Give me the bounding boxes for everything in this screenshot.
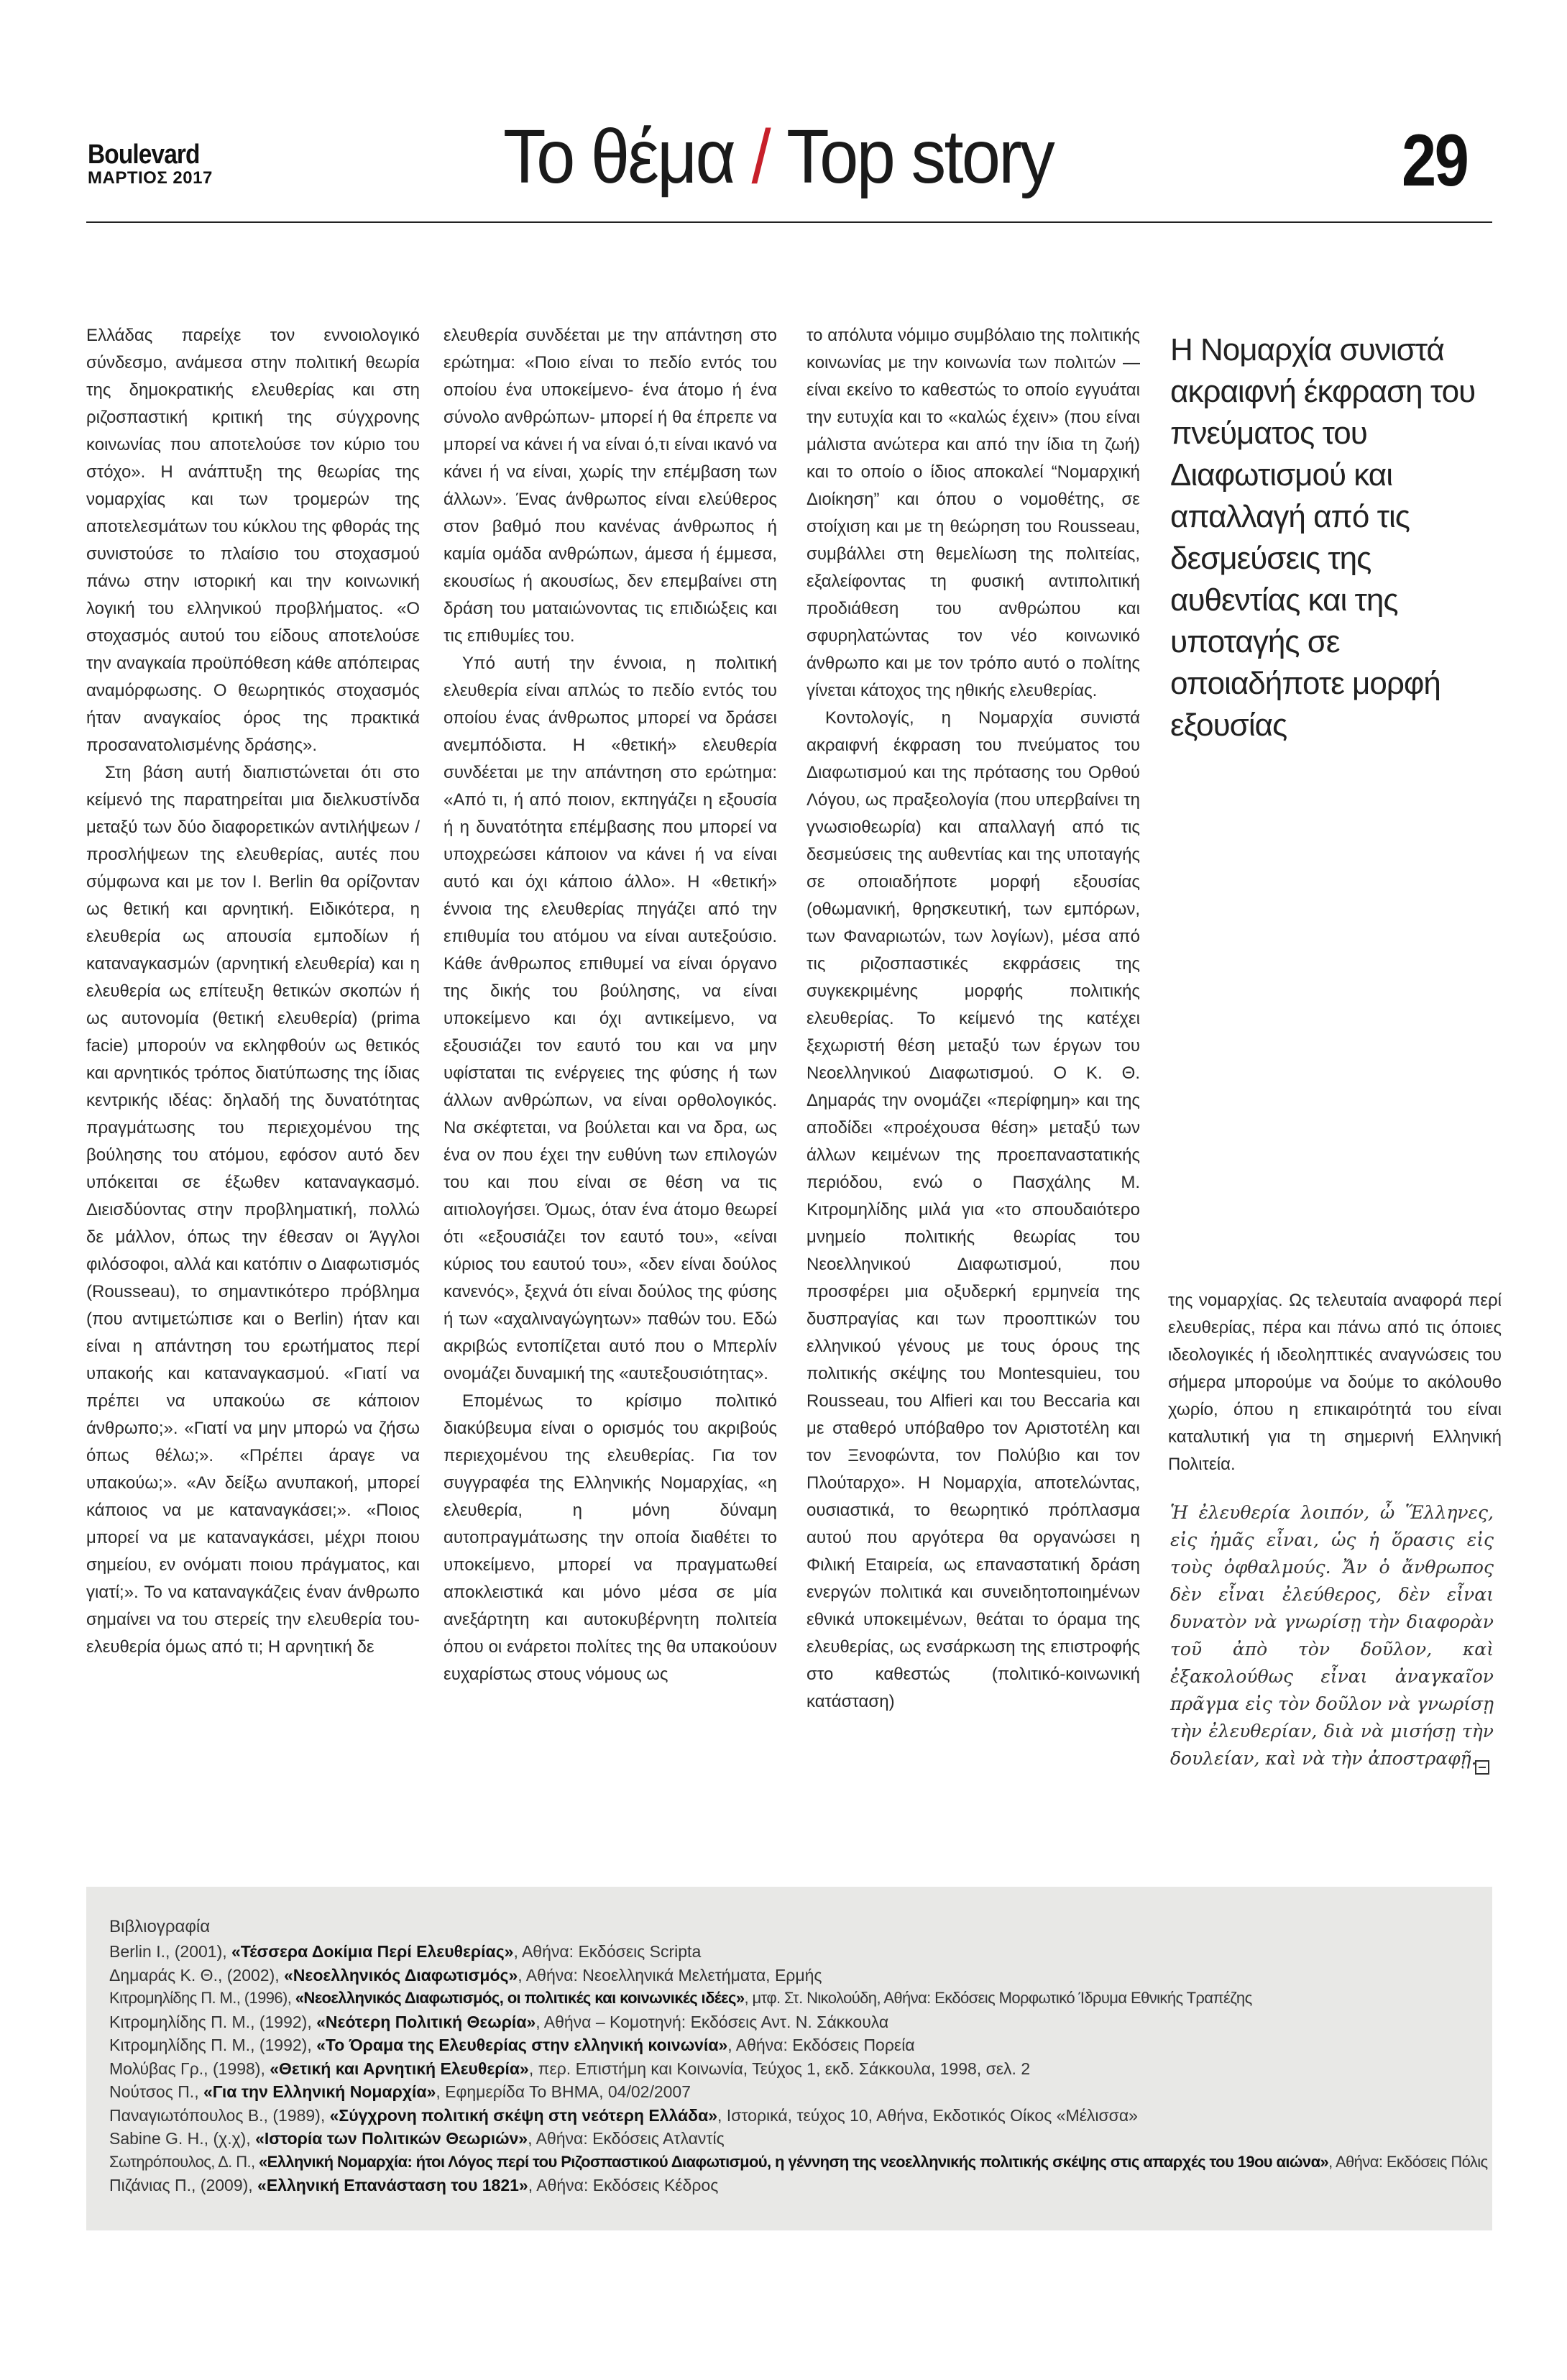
entry-author: Πιζάνιας Π., (2009), xyxy=(109,2176,258,2194)
entry-title: «Ιστορία των Πολιτικών Θεωριών» xyxy=(255,2129,528,2148)
entry-title: «Ελληνική Επανάσταση του 1821» xyxy=(257,2176,528,2194)
masthead xyxy=(88,141,215,188)
header-divider xyxy=(86,221,1492,223)
entry-author: Δημαράς Κ. Θ., (2002), xyxy=(109,1965,285,1985)
section-title xyxy=(503,114,1053,200)
paragraph: Υπό αυτή την έννοια, η πολιτική ελευθερία είναι απλώς το πεδίο εντός του οποίου ένας άνθρωπος μπορεί να δράσει ανεμπόδιστα. Η «θετική» ελευθερία συνδέεται με την απάντηση στο ερώτημα: «Από τι, ή από ποιον, εκπηγάζει η εξουσία ή η δυνατότητα επέμβασης που μπορεί να υποχρεώσει κάποιον να κάνει ή να είναι αυτό και όχι κάποιο άλλο». Η «θετική» έννοια της ελευθερίας πηγάζει από την επιθυμία του ατόμου να είναι αυτεξούσιο. Κάθε άνθρωπος επιθυμεί να είναι όργανο της δικής του βούλησης, να είναι υποκείμενο και όχι αντικείμενο, να εξουσιάζει τον εαυτό του και να μην υφίσταται τις ενέργειες της φύσης ή των άλλων ανθρώπων, να είναι ορθολογικός. Να σκέφτεται, να βούλεται και να δρα, ως ένα ον που έχει την ευθύνη των επιλογών του και που είναι σε θέση να τις αιτιολογήσει. Όμως, όταν ένα άτομο θεωρεί ότι «εξουσιάζει τον εαυτό του», «είναι κύριος του εαυτού του», «δεν είναι δούλος κανενός», ξεχνά ότι είναι δούλος της φύσης ή των «αχαλιναγώγητων» παθών του. Εδώ ακριβώς εντοπίζεται αυτό που ο Μπερλίν ονομάζει δυναμική της «αυτεξουσιότητας». xyxy=(444,654,777,1383)
bibliography-entry xyxy=(109,1940,1469,1964)
end-of-article-icon xyxy=(1475,1760,1489,1775)
entry-publisher: , Αθήνα: Νεοελληνικά Μελετήματα, Ερμής xyxy=(518,1965,822,1985)
section-separator: / xyxy=(751,114,769,199)
entry-author: Sabine G. H., (χ.χ), xyxy=(109,2129,256,2148)
paragraph: Επομένως το κρίσιμο πολιτικό διακύβευμα είναι ο ορισμός του ακριβούς περιεχομένου της ελευθερίας. Για τον συγγραφέα της Ελληνικής Νομαρχίας, «η ελευθερία, η μόνη δύναμη αυτοπραγμάτωσης την οποία διαθέτει το υποκείμενο, μπορεί να πραγματωθεί αποκλειστικά και μόνο μέσα σε μία ανεξάρτητη και αυτοκυβέρνητη πολιτεία όπου οι ενάρετοι πολίτες της θα υπακούουν ευχαρίστως στους νόμους ως xyxy=(444,1391,777,1684)
bibliography-box xyxy=(86,1887,1492,2230)
paragraph: Ελλάδας παρείχε τον εννοιολογικό σύνδεσμο, ανάμεσα στην πολιτική θεωρία της δημοκρατικής ελευθερίας και στη ριζοσπαστική κριτική της σύγχρονης κοινωνίας που αποτελούσε τον κύριο του στόχο». Η ανάπτυξη της θεωρίας της νομαρχίας και των τρομερών της αποτελεσμάτων του κύκλου της φθοράς της συνιστούσε το πλαίσιο του στοχασμού πάνω στην ιστορική και την κοινωνική λογική του ελληνικού προβλήματος. «Ο στοχασμός αυτού του είδους αποτελούσε την αναγκαία προϋπόθεση κάθε απόπειρας αναμόρφωσης. Ο θεωρητικός στοχασμός ήταν αναγκαίος όρος της πρακτικά προσανατολισμένης δράσης». xyxy=(86,326,420,755)
entry-author: Νούτσος Π., xyxy=(109,2082,203,2101)
bibliography-entry xyxy=(109,2057,1469,2081)
entry-publisher: , Αθήνα: Εκδόσεις Scripta xyxy=(513,1942,702,1961)
entry-publisher: , περ. Επιστήμη και Κοινωνία, Τεύχος 1, εκδ. Σάκκουλα, 1998, σελ. 2 xyxy=(528,2059,1031,2078)
issue-date: ΜΑΡΤΙΟΣ 2017 xyxy=(88,168,213,188)
article-column-2 xyxy=(444,322,777,1688)
bibliography-entry xyxy=(109,2104,1469,2128)
bibliography-entry xyxy=(109,2033,1469,2057)
paragraph: Κοντολογίς, η Νομαρχία συνιστά ακραιφνή έκφραση του πνεύματος του Διαφωτισμού και της πρότασης του Ορθού Λόγου, ως πραξεολογία (που υπερβαίνει τη γνωσιοθεωρία) και απαλλαγή από τις δεσμεύσεις της αυθεντίας και της υποταγής σε οποιαδήποτε μορφή εξουσίας (οθωμανική, θρησκευτική, των εμπόρων, των Φαναριωτών, των λογίων), μέσα από τις ριζοσπαστικές εκφράσεις της συγκεκριμένης μορφής πολιτικής ελευθερίας. Το κείμενό της κατέχει ξεχωριστή θέση μεταξύ των έργων του Νεοελληνικού Διαφωτισμού. Ο Κ. Θ. Δημαράς την ονομάζει «περίφημη» και της αποδίδει «προέχουσα θέση» μεταξύ των άλλων κειμένων της προεπαναστατικής περιόδου, ενώ ο Πασχάλης Μ. Κιτρομηλίδης μιλά για «το σπουδαιότερο μνημείο πολιτικής θεωρίας του Νεοελληνικού Διαφωτισμού, που προσφέρει μια οξυδερκή ερμηνεία της δυσπραγίας και των προοπτικών του ελληνικού γένους με τους όρους της πολιτικής σκέψης του Montesquieu, του Rousseau, του Alfieri και του Beccaria και με σταθερό υπόβαθρο τον Αριστοτέλη και τον Ξενοφώντα, τον Πολύβιο και τον Πλούταρχο». Η Νομαρχία, αποτελώντας, ουσιαστικά, το θεωρητικό πρόπλασμα αυτού που αργότερα θα οργανώσει η Φιλική Εταιρεία, ως επαναστατική δράση ενεργών πολιτικά και συνειδητοποιημένων εθνικά υποκειμένων, θεάται το όραμα της ελευθερίας, ως ενσάρκωση της επιστροφής στο καθεστώς (πολιτικό-κοινωνική κατάσταση) xyxy=(807,708,1140,1711)
brand-logo: Boulevard xyxy=(88,139,200,170)
historical-quote: Ἡ ἐλευθερία λοιπόν, ὦ Ἕλληνες, εἰς ἡμᾶς εἶναι, ὡς ἡ ὅρασις εἰς τοὺς ὀφθαλμούς. Ἄν ὁ ἄνθρωπος δὲν εἶναι ἐλεύθερος, δὲν εἶναι δυνατὸν νὰ γνωρίσῃ τὴν διαφορὰν τοῦ ἀπὸ τὸν δοῦλον, καὶ ἐξακολούθως εἶναι ἀναγκαῖον πρᾶγμα εἰς τὸν δοῦλον νὰ γνωρίσῃ τὴν ἐλευθερίαν, διὰ νὰ μισήσῃ τὴν δουλείαν, καὶ νὰ τὴν ἀποστραφῇ. xyxy=(1170,1502,1494,1769)
entry-author: Μολύβας Γρ., (1998), xyxy=(109,2059,270,2078)
paragraph: της νομαρχίας. Ως τελευταία αναφορά περί ελευθερίας, πέρα και πάνω από τις όποιες ιδεολογικές ή ιδεοληπτικές αναγνώσεις του σήμερα μπορούμε να δούμε το ακόλουθο χωρίο, όπου η επικαιρότητά του είναι καταλυτική για τη σημερινή Ελληνική Πολιτεία. xyxy=(1168,1291,1502,1474)
entry-title: «Για την Ελληνική Νομαρχία» xyxy=(203,2082,436,2101)
bibliography-entry xyxy=(109,2080,1469,2104)
article-column-4 xyxy=(1168,1287,1502,1478)
entry-title: «Ελληνική Νομαρχία: ήτοι Λόγος περί του Ριζοσπαστικού Διαφωτισμού, η γέννηση της νεοελληνικής πολιτικής σκέψης στις απαρχές του 19ου αιώνα» xyxy=(259,2152,1329,2171)
bibliography-entry xyxy=(109,2127,1469,2151)
entry-title: «Νεότερη Πολιτική Θεωρία» xyxy=(316,2012,536,2031)
bibliography-entry xyxy=(109,2151,1488,2174)
entry-publisher: , μτφ. Στ. Νικολούδη, Αθήνα: Εκδόσεις Μορφωτικό Ίδρυμα Εθνικής Τραπέζης xyxy=(744,1989,1252,2007)
entry-title: «Τέσσερα Δοκίμια Περί Ελευθερίας» xyxy=(231,1942,514,1961)
page-number: 29 xyxy=(1402,119,1468,201)
entry-author: Σωτηρόπουλος, Δ. Π., xyxy=(109,2152,259,2171)
entry-publisher: , Αθήνα: Εκδόσεις Ατλαντίς xyxy=(528,2129,725,2148)
entry-publisher: , Αθήνα – Κομοτηνή: Εκδόσεις Αντ. Ν. Σάκκουλα xyxy=(536,2012,889,2031)
page-header xyxy=(0,0,1567,230)
entry-publisher: , Εφημερίδα Το ΒΗΜΑ, 04/02/2007 xyxy=(436,2082,691,2101)
entry-publisher: , Αθήνα: Εκδόσεις Πορεία xyxy=(727,2036,915,2054)
bibliography-entry xyxy=(109,1964,1469,1987)
pull-quote: Η Νομαρχία συνιστά ακραιφνή έκφραση του πνεύματος του Διαφωτισμού και απαλλαγή από τις δεσμεύσεις της αυθεντίας και της υποταγής σε οποιαδήποτε μορφή εξουσίας xyxy=(1170,332,1476,743)
bibliography-entry xyxy=(109,2174,1469,2197)
entry-author: Κιτρομηλίδης Π. Μ., (1992), xyxy=(109,2012,317,2031)
entry-title: «Σύγχρονη πολιτική σκέψη στη νεότερη Ελλάδα» xyxy=(329,2105,718,2125)
entry-author: Κιτρομηλίδης Π. Μ., (1992), xyxy=(109,2036,317,2054)
paragraph: ελευθερία συνδέεται με την απάντηση στο ερώτημα: «Ποιο είναι το πεδίο εντός του οποίου ένα υποκείμενο- ένα άτομο ή ένα σύνολο ανθρώπων- μπορεί ή θα έπρεπε να μπορεί να κάνει ή να είναι ό,τι είναι ικανό να κάνει ή να είναι, χωρίς την επέμβαση των άλλων». Ένας άνθρωπος είναι ελεύθερος στον βαθμό που κανένας άνθρωπος ή καμία ομάδα ανθρώπων, άμεσα ή έμμεσα, εκουσίως ή ακουσίως, δεν επεμβαίνει στη δράση του ματαιώνοντας τις επιδιώξεις και τις επιθυμίες του. xyxy=(444,326,777,646)
article-column-3 xyxy=(807,322,1140,1716)
article-column-1 xyxy=(86,322,420,1661)
entry-title: «Νεοελληνικός Διαφωτισμός, οι πολιτικές και κοινωνικές ιδέες» xyxy=(295,1989,745,2007)
section-title-greek: Το θέμα xyxy=(503,114,735,199)
entry-title: «Νεοελληνικός Διαφωτισμός» xyxy=(284,1965,518,1985)
entry-publisher: , Αθήνα: Εκδόσεις Κέδρος xyxy=(528,2176,719,2194)
entry-title: «Το Όραμα της Ελευθερίας στην ελληνική κοινωνία» xyxy=(316,2036,728,2054)
entry-publisher: , Ιστορικά, τεύχος 10, Αθήνα, Εκδοτικός Οίκος «Μέλισσα» xyxy=(717,2105,1138,2125)
entry-author: Παναγιωτόπουλος Β., (1989), xyxy=(109,2105,330,2125)
entry-publisher: , Αθήνα: Εκδόσεις Πόλις xyxy=(1328,2152,1488,2171)
bibliography-heading: Βιβλιογραφία xyxy=(109,1917,211,1936)
paragraph: Στη βάση αυτή διαπιστώνεται ότι στο κείμενό της παρατηρείται μια διελκυστίνδα μεταξύ των δύο διαφορετικών αντιλήψεων / προσλήψεων της ελευθερίας, αυτές που σύμφωνα και με τον I. Berlin θα ορίζονταν ως θετική και αρνητική. Ειδικότερα, η ελευθερία ως απουσία εμποδίων ή καταναγκασμών (αρνητική ελευθερία) και η ελευθερία ως επίτευξη θετικών σκοπών ή ως αυτονομία (θετική ελευθερία) (prima facie) μπορούν να εκληφθούν ως θετικός και αρνητικός τρόπος διατύπωσης της ίδιας κεντρικής ιδέας: δηλαδή της δυνατότητας πραγμάτωσης του περιεχομένου της βούλησης του ατόμου, εφόσον αυτό δεν υπόκειται σε έξωθεν καταναγκασμό. Διεισδύοντας στην προβληματική, πολλώ δε μάλλον, όπως την έθεσαν οι Άγγλοι φιλόσοφοι, αλλά και κατόπιν ο Διαφωτισμός (Rousseau), το σημαντικότερο πρόβλημα (που αντιμετώπισε και ο Berlin) ήταν και είναι η απάντηση του ερωτήματος περί υπακοής και καταναγκασμού. «Γιατί να πρέπει να υπακούω σε κάποιον άνθρωπο;». «Γιατί να μην μπορώ να ζήσω όπως θέλω;». «Πρέπει άραγε να υπακούω;». «Αν δείξω ανυπακοή, μπορεί κάποιος να με καταναγκάσει;». «Ποιος μπορεί να με καταναγκάσει, μέχρι ποιου σημείου, εν ονόματι ποιου πράγματος, και γιατί;». Το να καταναγκάζεις έναν άνθρωπο σημαίνει να του στερείς την ελευθερία του- ελευθερία όμως από τι; Η αρνητική δε xyxy=(86,763,420,1657)
bibliography-entry xyxy=(109,1987,1469,2010)
bibliography-list xyxy=(109,1940,1488,2197)
entry-author: Κιτρομηλίδης Π. Μ., (1996), xyxy=(109,1989,295,2007)
paragraph: το απόλυτα νόμιμο συμβόλαιο της πολιτικής κοινωνίας με την κοινωνία των πολιτών —είναι εκείνο το καθεστώς το οποίο εγγυάται την ευτυχία και το «καλώς έχειν» (που είναι μάλιστα ανώτερα και από την ίδια τη ζωή) και το οποίο ο ίδιος αποκαλεί “Νομαρχική Διοίκηση” και όπου ο νομοθέτης, σε στοίχιση και με τη θεώρηση του Rousseau, συμβάλλει στη θεμελίωση της πολιτείας, εξαλείφοντας τη φυσική αντιπολιτική προδιάθεση του ανθρώπου και σφυρηλατώντας τον νέο κοινωνικό άνθρωπο και με τον τρόπο αυτό ο πολίτης γίνεται κάτοχος της ηθικής ελευθερίας. xyxy=(807,326,1140,700)
entry-author: Berlin I., (2001), xyxy=(109,1942,232,1961)
bibliography-entry xyxy=(109,2010,1469,2034)
section-title-english: Top story xyxy=(786,114,1053,199)
entry-title: «Θετική και Αρνητική Ελευθερία» xyxy=(270,2059,529,2078)
